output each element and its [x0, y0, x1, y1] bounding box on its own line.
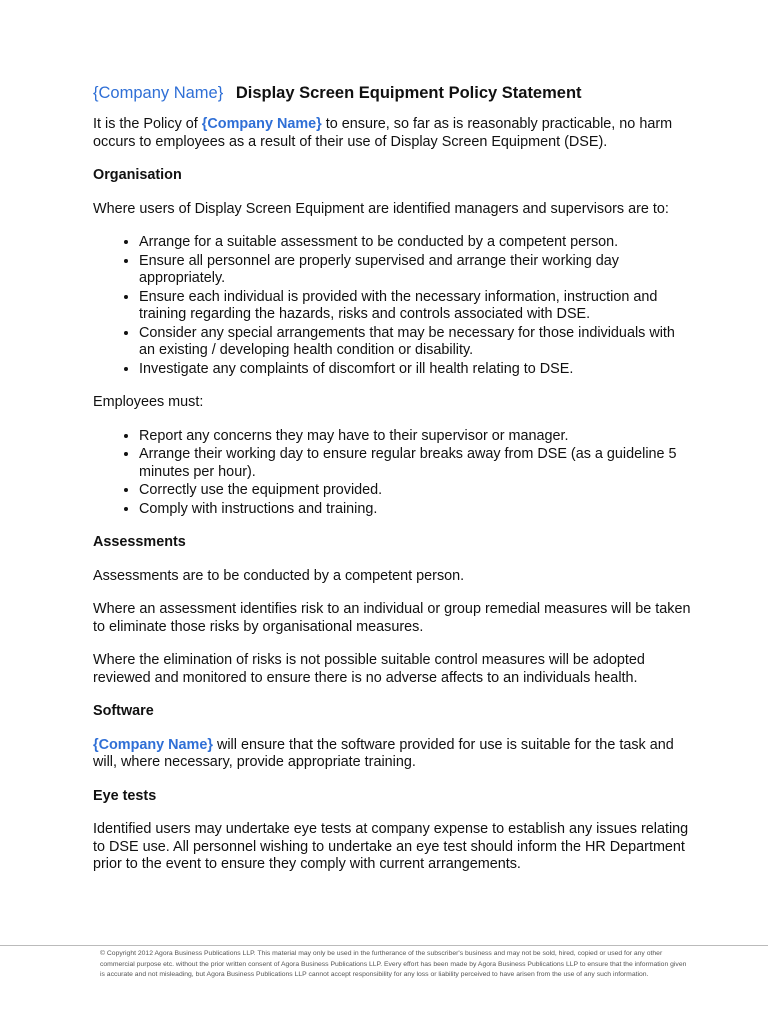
employees-duties-list: [93, 428, 693, 519]
list-item: • Comply with instructions and training.: [139, 501, 693, 519]
managers-duties-list: [93, 234, 693, 378]
company-name-placeholder: {Company Name}: [93, 736, 213, 753]
list-item: • Correctly use the equipment provided.: [139, 482, 693, 500]
intro-before: It is the Policy of: [93, 116, 202, 132]
intro-after: to ensure, so far as is reasonably practicable, no harm occurs to employees as a result of their use of Display Screen Equipment (DSE).: [93, 116, 673, 150]
eye-tests-heading: Eye tests: [93, 787, 157, 804]
footer-divider: [0, 945, 768, 946]
organisation-intro: Where users of Display Screen Equipment are identified managers and supervisors are to:: [93, 200, 669, 217]
company-name-placeholder: {Company Name}: [93, 84, 224, 102]
employees-intro: Employees must:: [93, 394, 204, 410]
list-item: • Investigate any complaints of discomfort or ill health relating to DSE.: [139, 361, 693, 379]
assessments-paragraph: Where the elimination of risks is not possible suitable control measures will be adopted reviewed and monitored to ensure there is no adverse affects to an individuals health.: [93, 652, 645, 686]
list-item: • Consider any special arrangements that may be necessary for those individuals with an existing / developing health condition or disability.: [139, 325, 693, 360]
eye-tests-paragraph: Identified users may undertake eye tests at company expense to establish any issues relating to DSE use. All personnel wishing to undertake an eye test should inform the HR Department prior to the event to ensure they comply with current arrangements.: [93, 821, 689, 872]
assessments-paragraph: Where an assessment identifies risk to an individual or group remedial measures will be taken to eliminate those risks by organisational measures.: [93, 601, 691, 635]
software-text: will ensure that the software provided for use is suitable for the task and will, where necessary, provide appropriate training.: [93, 736, 674, 770]
list-item: • Arrange their working day to ensure regular breaks away from DSE (as a guideline 5 minutes per hour).: [139, 446, 693, 481]
list-item: • Ensure all personnel are properly supervised and arrange their working day appropriately.: [139, 253, 693, 288]
copyright-footer: © Copyright 2012 Agora Business Publications LLP. This material may only be used in the furtherance of the subscriber's business and may not be sold, hired, copied or used for any other commercial purpose etc. without the prior written consent of Agora Business Publications LLP. Every effort has been made by Agora Business Publications LLP to ensure that the information given is accurate and not misleading, but Agora Business Publications LLP cannot accept responsibility for any loss or liability perceived to have arisen from the use of any such information.: [100, 950, 687, 978]
page-title: [93, 82, 693, 104]
list-item: • Ensure each individual is provided with the necessary information, instruction and training regarding the hazards, risks and controls associated with DSE.: [139, 289, 693, 324]
assessments-paragraph: Assessments are to be conducted by a competent person.: [93, 567, 465, 584]
intro-paragraph: [93, 116, 693, 151]
title-text: Display Screen Equipment Policy Statement: [235, 84, 582, 102]
company-name-placeholder: {Company Name}: [201, 116, 322, 132]
assessments-heading: Assessments: [93, 534, 186, 550]
organisation-heading: Organisation: [93, 167, 182, 183]
list-item: • Report any concerns they may have to their supervisor or manager.: [139, 428, 693, 446]
list-item: • Arrange for a suitable assessment to be conducted by a competent person.: [139, 234, 693, 252]
software-heading: Software: [93, 703, 154, 719]
document-body: [93, 82, 693, 890]
software-paragraph: [93, 737, 693, 772]
